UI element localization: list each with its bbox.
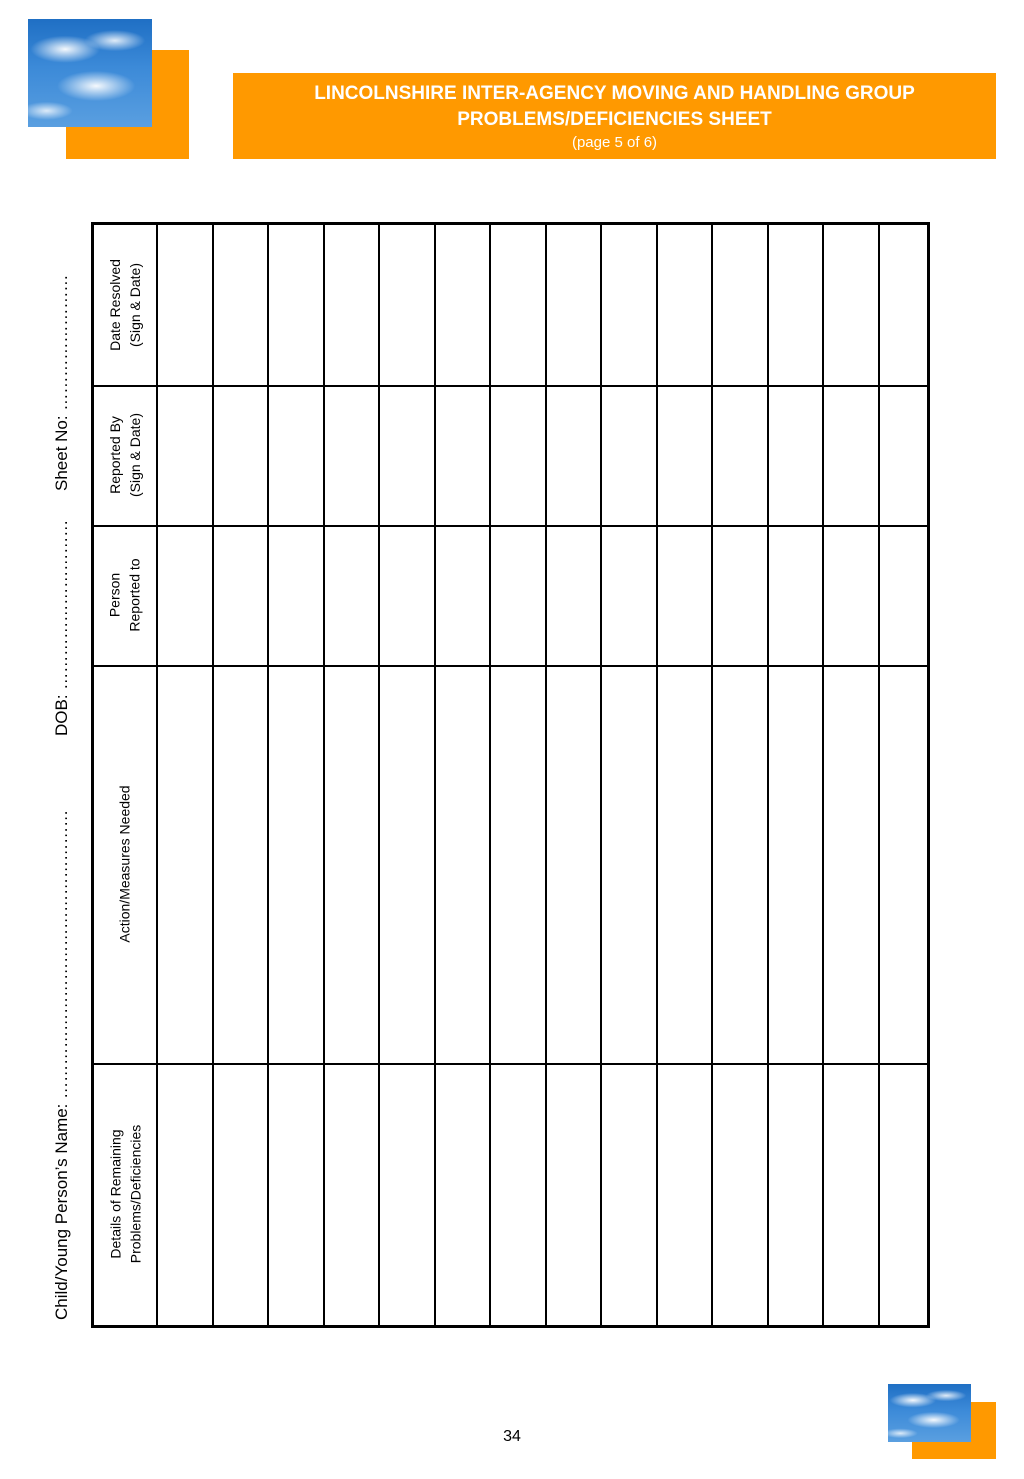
col-header-details — [94, 1063, 156, 1325]
form-field-labels — [47, 240, 77, 1320]
table-divider — [600, 225, 602, 1325]
table-divider — [212, 225, 214, 1325]
col-header-line: Action/Measures Needed — [117, 785, 134, 943]
col-header-person-reported-to — [94, 525, 156, 665]
name-field-label: Child/Young Person’s Name: …………………………………………… — [52, 809, 71, 1320]
table-divider — [378, 225, 380, 1325]
header-title-line1: LINCOLNSHIRE INTER-AGENCY MOVING AND HANDLING GROUP — [314, 83, 915, 104]
table-divider — [656, 225, 658, 1325]
col-header-line: Person — [107, 572, 124, 618]
table-divider — [434, 225, 436, 1325]
table-divider — [489, 225, 491, 1325]
col-header-line: Date Resolved — [107, 259, 124, 351]
table-divider — [156, 225, 158, 1325]
table-divider — [267, 225, 269, 1325]
table-divider — [94, 385, 927, 387]
dob-field-label: DOB: ………………………… — [52, 519, 71, 736]
col-header-date-resolved — [94, 225, 156, 385]
col-header-line: (Sign & Date) — [127, 262, 144, 348]
col-header-line: Reported to — [127, 558, 144, 632]
table-divider — [94, 525, 927, 527]
table-divider — [822, 225, 824, 1325]
table-divider — [711, 225, 713, 1325]
col-header-line: (Sign & Date) — [127, 412, 144, 498]
col-header-line: Details of Remaining — [107, 1129, 123, 1259]
header-title-line2: PROBLEMS/DEFICIENCIES SHEET — [457, 109, 772, 130]
header-page-note: (page 5 of 6) — [571, 134, 658, 151]
page-number: 34 — [503, 1428, 521, 1445]
table-divider — [323, 225, 325, 1325]
table-divider — [878, 225, 880, 1325]
table-divider — [94, 1063, 927, 1065]
header-banner — [233, 73, 996, 159]
table-divider — [94, 665, 927, 667]
col-header-line: Reported By — [107, 416, 124, 494]
table-divider — [545, 225, 547, 1325]
col-header-reported-by — [94, 385, 156, 525]
problems-table — [91, 222, 930, 1328]
sky-clouds-logo-icon — [28, 19, 152, 127]
table-divider — [767, 225, 769, 1325]
sheet-no-field-label: Sheet No: …………………… — [52, 274, 71, 491]
col-header-action-measures — [94, 665, 156, 1063]
col-header-line: Problems/Deficiencies — [127, 1124, 143, 1264]
sky-clouds-logo-icon — [888, 1384, 971, 1442]
